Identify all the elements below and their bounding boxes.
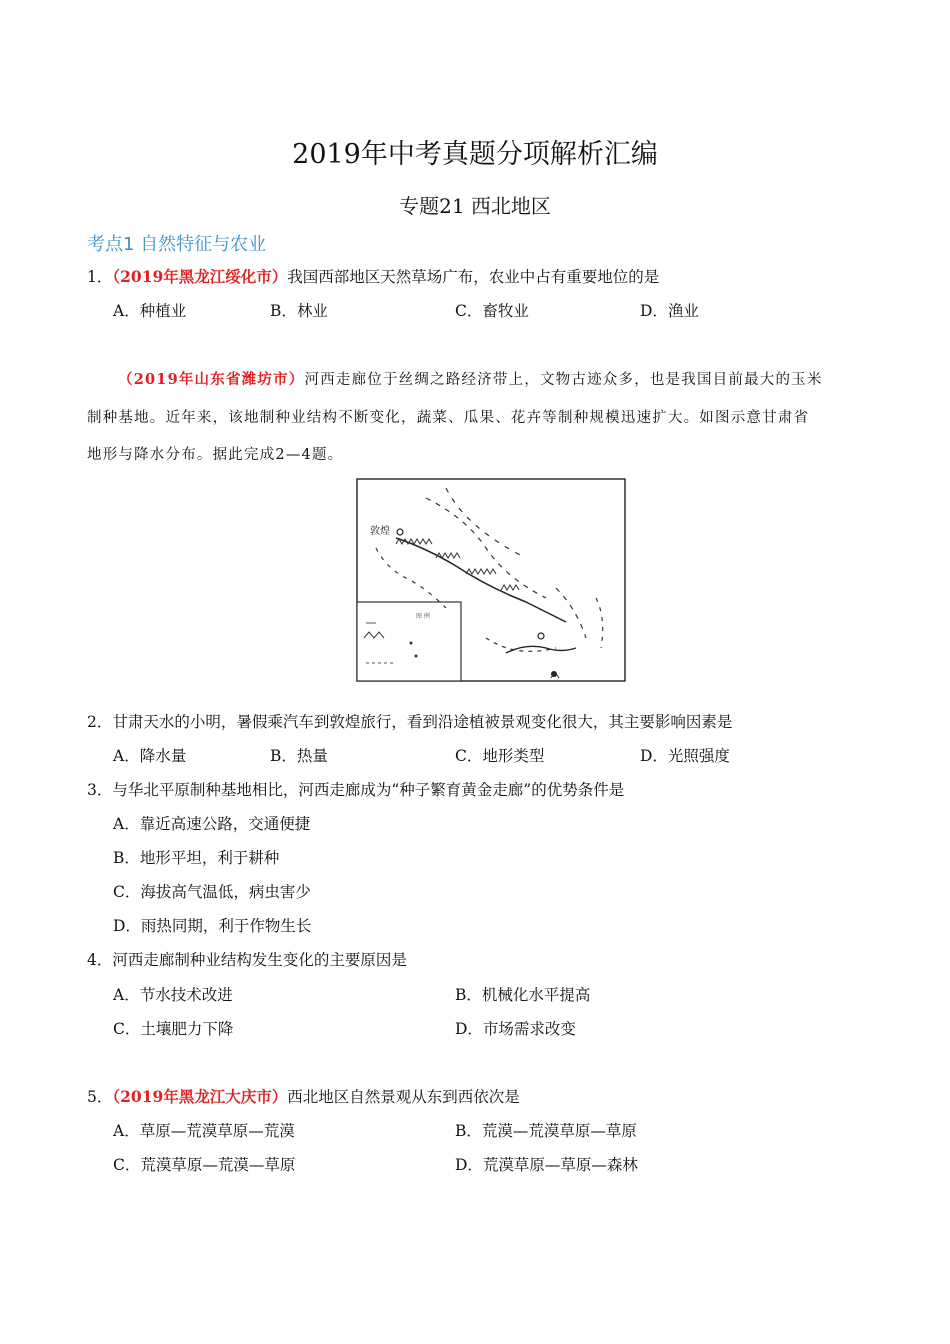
option-a: A．靠近高速公路，交通便捷	[113, 815, 311, 833]
page-subtitle: 专题21 西北地区	[399, 194, 551, 218]
option-b: B．林业	[270, 302, 328, 320]
option-d: D．雨热同期，利于作物生长	[113, 917, 312, 935]
question-stem: 河西走廊制种业结构发生变化的主要原因是	[112, 951, 407, 969]
intro-line-3: 地形与降水分布。据此完成2—4题。	[87, 447, 344, 463]
question-2	[87, 710, 732, 732]
option-a: A．种植业	[113, 302, 187, 320]
page-title: 2019年中考真题分项解析汇编	[292, 139, 658, 170]
question-number: 2．	[87, 713, 113, 731]
question-stem: 我国西部地区天然草场广布，农业中占有重要地位的是	[287, 268, 660, 286]
question-stem: 甘肃天水的小明，暑假乘汽车到敦煌旅行，看到沿途植被景观变化很大，其主要影响因素是	[112, 713, 733, 731]
option-d: D．渔业	[640, 302, 699, 320]
option-c: C．畜牧业	[455, 302, 529, 320]
question-stem: 与华北平原制种基地相比，河西走廊成为“种子繁育黄金走廊”的优势条件是	[112, 781, 625, 799]
option-c: C．海拔高气温低，病虫害少	[113, 883, 311, 901]
question-1	[87, 265, 659, 287]
option-c: C．土壤肥力下降	[113, 1020, 234, 1038]
section-heading: 考点1 自然特征与农业	[87, 234, 267, 255]
inset-label: 图 例	[416, 613, 430, 620]
question-4	[87, 948, 407, 970]
option-d: D．荒漠草原—草原—森林	[455, 1156, 638, 1174]
question-number: 1．	[87, 268, 113, 286]
option-a: A．草原—荒漠草原—荒漠	[113, 1122, 295, 1140]
intro-text: 河西走廊位于丝绸之路经济带上，文物古迹众多，也是我国目前最大的玉米	[304, 372, 823, 388]
option-d: D．光照强度	[640, 747, 730, 765]
option-b: B．荒漠—荒漠草原—草原	[455, 1122, 637, 1140]
option-c: C．地形类型	[455, 747, 545, 765]
city-label-dunhuang: 敦煌	[370, 526, 390, 537]
question-source: （2019年黑龙江大庆市）	[112, 1087, 288, 1106]
gansu-map-figure	[356, 478, 626, 682]
option-a: A．节水技术改进	[113, 986, 233, 1004]
inset-dot	[415, 655, 418, 658]
question-number: 5．	[87, 1088, 113, 1106]
intro-source: （2019年山东省潍坊市）	[118, 371, 305, 388]
intro-line-2: 制种基地。近年来，该地制种业结构不断变化，蔬菜、瓜果、花卉等制种规模迅速扩大。如图示意甘肃省	[87, 410, 810, 426]
question-number: 3．	[87, 781, 113, 799]
option-b: B．热量	[270, 747, 328, 765]
question-stem: 西北地区自然景观从东到西依次是	[287, 1088, 520, 1106]
option-c: C．荒漠草原—荒漠—草原	[113, 1156, 296, 1174]
question-number: 4．	[87, 951, 113, 969]
option-b: B．机械化水平提高	[455, 986, 591, 1004]
option-d: D．市场需求改变	[455, 1020, 576, 1038]
inset-dot	[410, 642, 413, 645]
map-inset	[357, 602, 461, 681]
intro-line-1	[118, 368, 823, 389]
option-b: B．地形平坦，利于耕种	[113, 849, 280, 867]
question-source: （2019年黑龙江绥化市）	[112, 267, 288, 286]
question-3	[87, 778, 624, 800]
question-5	[87, 1085, 520, 1107]
option-a: A．降水量	[113, 747, 187, 765]
